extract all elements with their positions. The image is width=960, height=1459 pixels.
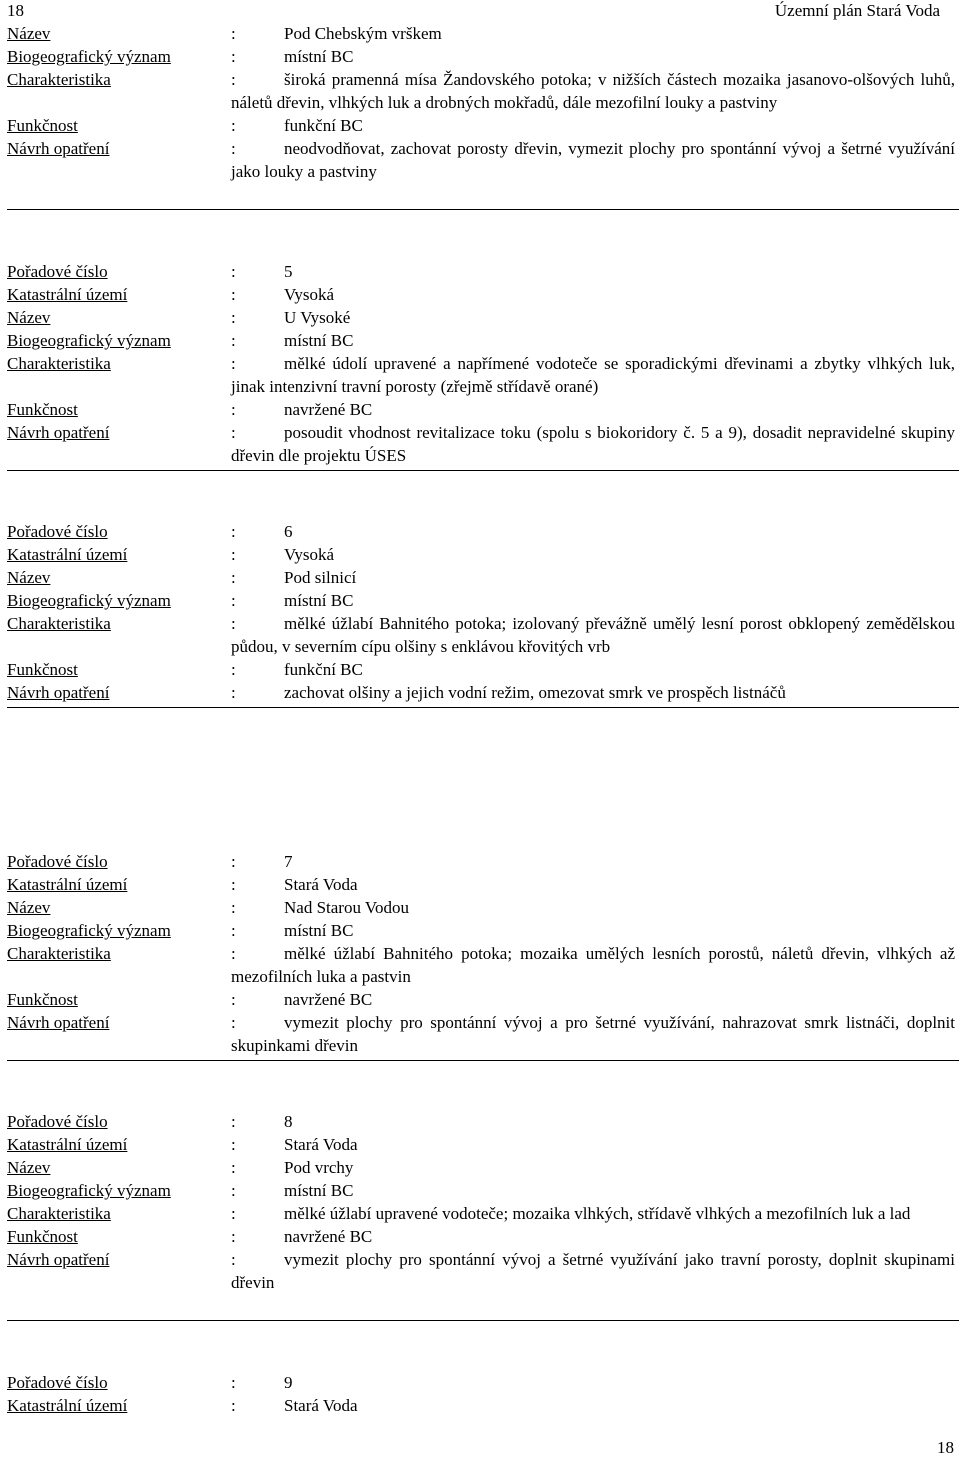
field-label: Návrh opatření (7, 1250, 110, 1269)
field-colon: : (231, 683, 236, 702)
field-value: Vysoká (284, 285, 335, 304)
field-colon: : (231, 116, 236, 135)
field-colon: : (231, 1013, 236, 1032)
field-label: Katastrální území (7, 545, 128, 564)
section-divider (7, 209, 959, 210)
field-colon: : (231, 944, 236, 963)
field-value: široká pramenná mísa Žandovského potoka; v nižších částech mozaika jasanovo-olšových luhů, náletů dřevin, vlhkých luk a drobných mokřadů, dále mezofilní louky a pastviny (231, 70, 955, 112)
field-value: mělké údolí upravené a napřímené vodoteče se sporadickými dřevinami a zbytky vlhkých luk, jinak intenzivní travní porosty (zřejmě střídavě orané) (231, 354, 955, 396)
field-funkcnost (7, 1225, 955, 1248)
field-biogeo (7, 329, 955, 352)
field-colon: : (231, 1158, 236, 1177)
record-8 (7, 1110, 955, 1294)
field-label: Charakteristika (7, 70, 111, 89)
field-label: Katastrální území (7, 1135, 128, 1154)
field-label: Biogeografický význam (7, 921, 171, 940)
field-navrh (7, 681, 955, 704)
field-colon: : (231, 1135, 236, 1154)
field-label: Pořadové číslo (7, 522, 108, 541)
field-label: Funkčnost (7, 116, 78, 135)
field-label: Biogeografický význam (7, 47, 171, 66)
field-nazev (7, 306, 955, 329)
field-colon: : (231, 545, 236, 564)
field-label: Charakteristika (7, 354, 111, 373)
field-poradove (7, 520, 955, 543)
field-value: mělké úžlabí Bahnitého potoka; izolovaný převážně umělý lesní porost obklopený zemědělskou půdou, v severním cípu olšiny s enklávou křovitých vrb (231, 614, 955, 656)
field-value: místní BC (284, 591, 354, 610)
field-katastralni (7, 543, 955, 566)
section-divider (7, 1060, 959, 1061)
field-label: Funkčnost (7, 990, 78, 1009)
field-colon: : (231, 423, 236, 442)
field-katastralni (7, 1133, 955, 1156)
field-label: Název (7, 308, 51, 327)
field-colon: : (231, 70, 236, 89)
field-value: 6 (284, 522, 293, 541)
field-charakteristika (7, 612, 955, 658)
field-label: Funkčnost (7, 400, 78, 419)
field-katastralni (7, 1394, 955, 1417)
field-label: Biogeografický význam (7, 331, 171, 350)
record-9 (7, 1371, 955, 1417)
field-nazev (7, 896, 955, 919)
field-value: Nad Starou Vodou (284, 898, 409, 917)
field-colon: : (231, 660, 236, 679)
field-colon: : (231, 331, 236, 350)
field-nazev (7, 22, 955, 45)
field-colon: : (231, 1181, 236, 1200)
field-colon: : (231, 47, 236, 66)
field-label: Katastrální území (7, 285, 128, 304)
field-colon: : (231, 1373, 236, 1392)
field-value: 8 (284, 1112, 293, 1131)
field-poradove (7, 1110, 955, 1133)
field-charakteristika (7, 352, 955, 398)
field-funkcnost (7, 114, 955, 137)
field-value: funkční BC (284, 116, 363, 135)
field-label: Návrh opatření (7, 1013, 110, 1032)
field-nazev (7, 1156, 955, 1179)
field-charakteristika (7, 68, 955, 114)
field-katastralni (7, 873, 955, 896)
field-label: Biogeografický význam (7, 591, 171, 610)
field-value: místní BC (284, 331, 354, 350)
field-colon: : (231, 1227, 236, 1246)
field-katastralni (7, 283, 955, 306)
field-colon: : (231, 139, 236, 158)
field-label: Pořadové číslo (7, 852, 108, 871)
field-colon: : (231, 354, 236, 373)
field-colon: : (231, 262, 236, 281)
field-label: Funkčnost (7, 660, 78, 679)
field-value: Pod silnicí (284, 568, 357, 587)
field-label: Katastrální území (7, 1396, 128, 1415)
field-poradove (7, 1371, 955, 1394)
field-poradove (7, 260, 955, 283)
field-label: Charakteristika (7, 1204, 111, 1223)
field-colon: : (231, 1250, 236, 1269)
field-value: místní BC (284, 921, 354, 940)
field-colon: : (231, 591, 236, 610)
field-colon: : (231, 400, 236, 419)
field-biogeo (7, 45, 955, 68)
field-value: navržené BC (284, 1227, 373, 1246)
field-colon: : (231, 898, 236, 917)
field-label: Katastrální území (7, 875, 128, 894)
field-label: Návrh opatření (7, 683, 110, 702)
field-value: Vysoká (284, 545, 335, 564)
field-value: U Vysoké (284, 308, 351, 327)
field-label: Název (7, 24, 51, 43)
field-colon: : (231, 1396, 236, 1415)
field-label: Pořadové číslo (7, 262, 108, 281)
field-value: vymezit plochy pro spontánní vývoj a šetrné využívání jako travní porosty, doplnit skupinami dřevin (231, 1250, 955, 1292)
field-label: Pořadové číslo (7, 1112, 108, 1131)
section-divider (7, 1320, 959, 1321)
field-nazev (7, 566, 955, 589)
record-5 (7, 260, 955, 467)
field-biogeo (7, 919, 955, 942)
page-header (7, 0, 940, 24)
field-value: 5 (284, 262, 293, 281)
footer-page-number: 18 (937, 1438, 954, 1457)
field-charakteristika (7, 1202, 955, 1225)
field-value: posoudit vhodnost revitalizace toku (spolu s biokoridory č. 5 a 9), dosadit nepravidelné skupiny dřevin dle projektu ÚSES (231, 423, 955, 465)
field-funkcnost (7, 398, 955, 421)
field-label: Název (7, 1158, 51, 1177)
field-value: neodvodňovat, zachovat porosty dřevin, vymezit plochy pro spontánní vývoj a šetrné využívání jako louky a pastviny (231, 139, 955, 181)
field-navrh (7, 1248, 955, 1294)
record-6 (7, 520, 955, 704)
field-value: Stará Voda (284, 875, 358, 894)
field-colon: : (231, 285, 236, 304)
field-label: Funkčnost (7, 1227, 78, 1246)
field-value: 9 (284, 1373, 293, 1392)
field-value: zachovat olšiny a jejich vodní režim, omezovat smrk ve prospěch listnáčů (284, 683, 786, 702)
field-funkcnost (7, 658, 955, 681)
field-colon: : (231, 990, 236, 1009)
record-pod-chebskym-vrskem (7, 22, 955, 183)
section-divider (7, 470, 959, 471)
field-value: Pod Chebským vrškem (284, 24, 442, 43)
field-colon: : (231, 24, 236, 43)
field-label: Charakteristika (7, 944, 111, 963)
field-label: Pořadové číslo (7, 1373, 108, 1392)
field-value: Stará Voda (284, 1135, 358, 1154)
field-colon: : (231, 522, 236, 541)
field-label: Návrh opatření (7, 423, 110, 442)
field-colon: : (231, 1204, 236, 1223)
field-funkcnost (7, 988, 955, 1011)
document-title: Územní plán Stará Voda (774, 1, 940, 20)
field-value: navržené BC (284, 990, 373, 1009)
field-label: Návrh opatření (7, 139, 110, 158)
field-value: vymezit plochy pro spontánní vývoj a pro šetrné využívání, nahrazovat smrk listnáči, doplnit skupinkami dřevin (231, 1013, 955, 1055)
field-colon: : (231, 614, 236, 633)
field-colon: : (231, 308, 236, 327)
field-value: místní BC (284, 1181, 354, 1200)
field-colon: : (231, 1112, 236, 1131)
page-number: 18 (7, 1, 24, 20)
field-colon: : (231, 852, 236, 871)
field-navrh (7, 421, 955, 467)
field-value: navržené BC (284, 400, 373, 419)
field-value: mělké úžlabí Bahnitého potoka; mozaika umělých lesních porostů, náletů dřevin, vlhkých až mezofilních luka a pastvin (231, 944, 955, 986)
field-label: Charakteristika (7, 614, 111, 633)
field-poradove (7, 850, 955, 873)
field-navrh (7, 137, 955, 183)
field-biogeo (7, 589, 955, 612)
field-colon: : (231, 568, 236, 587)
field-value: místní BC (284, 47, 354, 66)
field-value: Pod vrchy (284, 1158, 354, 1177)
field-colon: : (231, 875, 236, 894)
record-7 (7, 850, 955, 1057)
field-value: Stará Voda (284, 1396, 358, 1415)
field-colon: : (231, 921, 236, 940)
field-value: mělké úžlabí upravené vodoteče; mozaika vlhkých, střídavě vlhkých a mezofilních luk a lad (284, 1204, 911, 1223)
field-navrh (7, 1011, 955, 1057)
field-charakteristika (7, 942, 955, 988)
field-label: Název (7, 568, 51, 587)
field-label: Název (7, 898, 51, 917)
section-divider (7, 707, 959, 708)
field-label: Biogeografický význam (7, 1181, 171, 1200)
field-value: 7 (284, 852, 293, 871)
field-biogeo (7, 1179, 955, 1202)
field-value: funkční BC (284, 660, 363, 679)
